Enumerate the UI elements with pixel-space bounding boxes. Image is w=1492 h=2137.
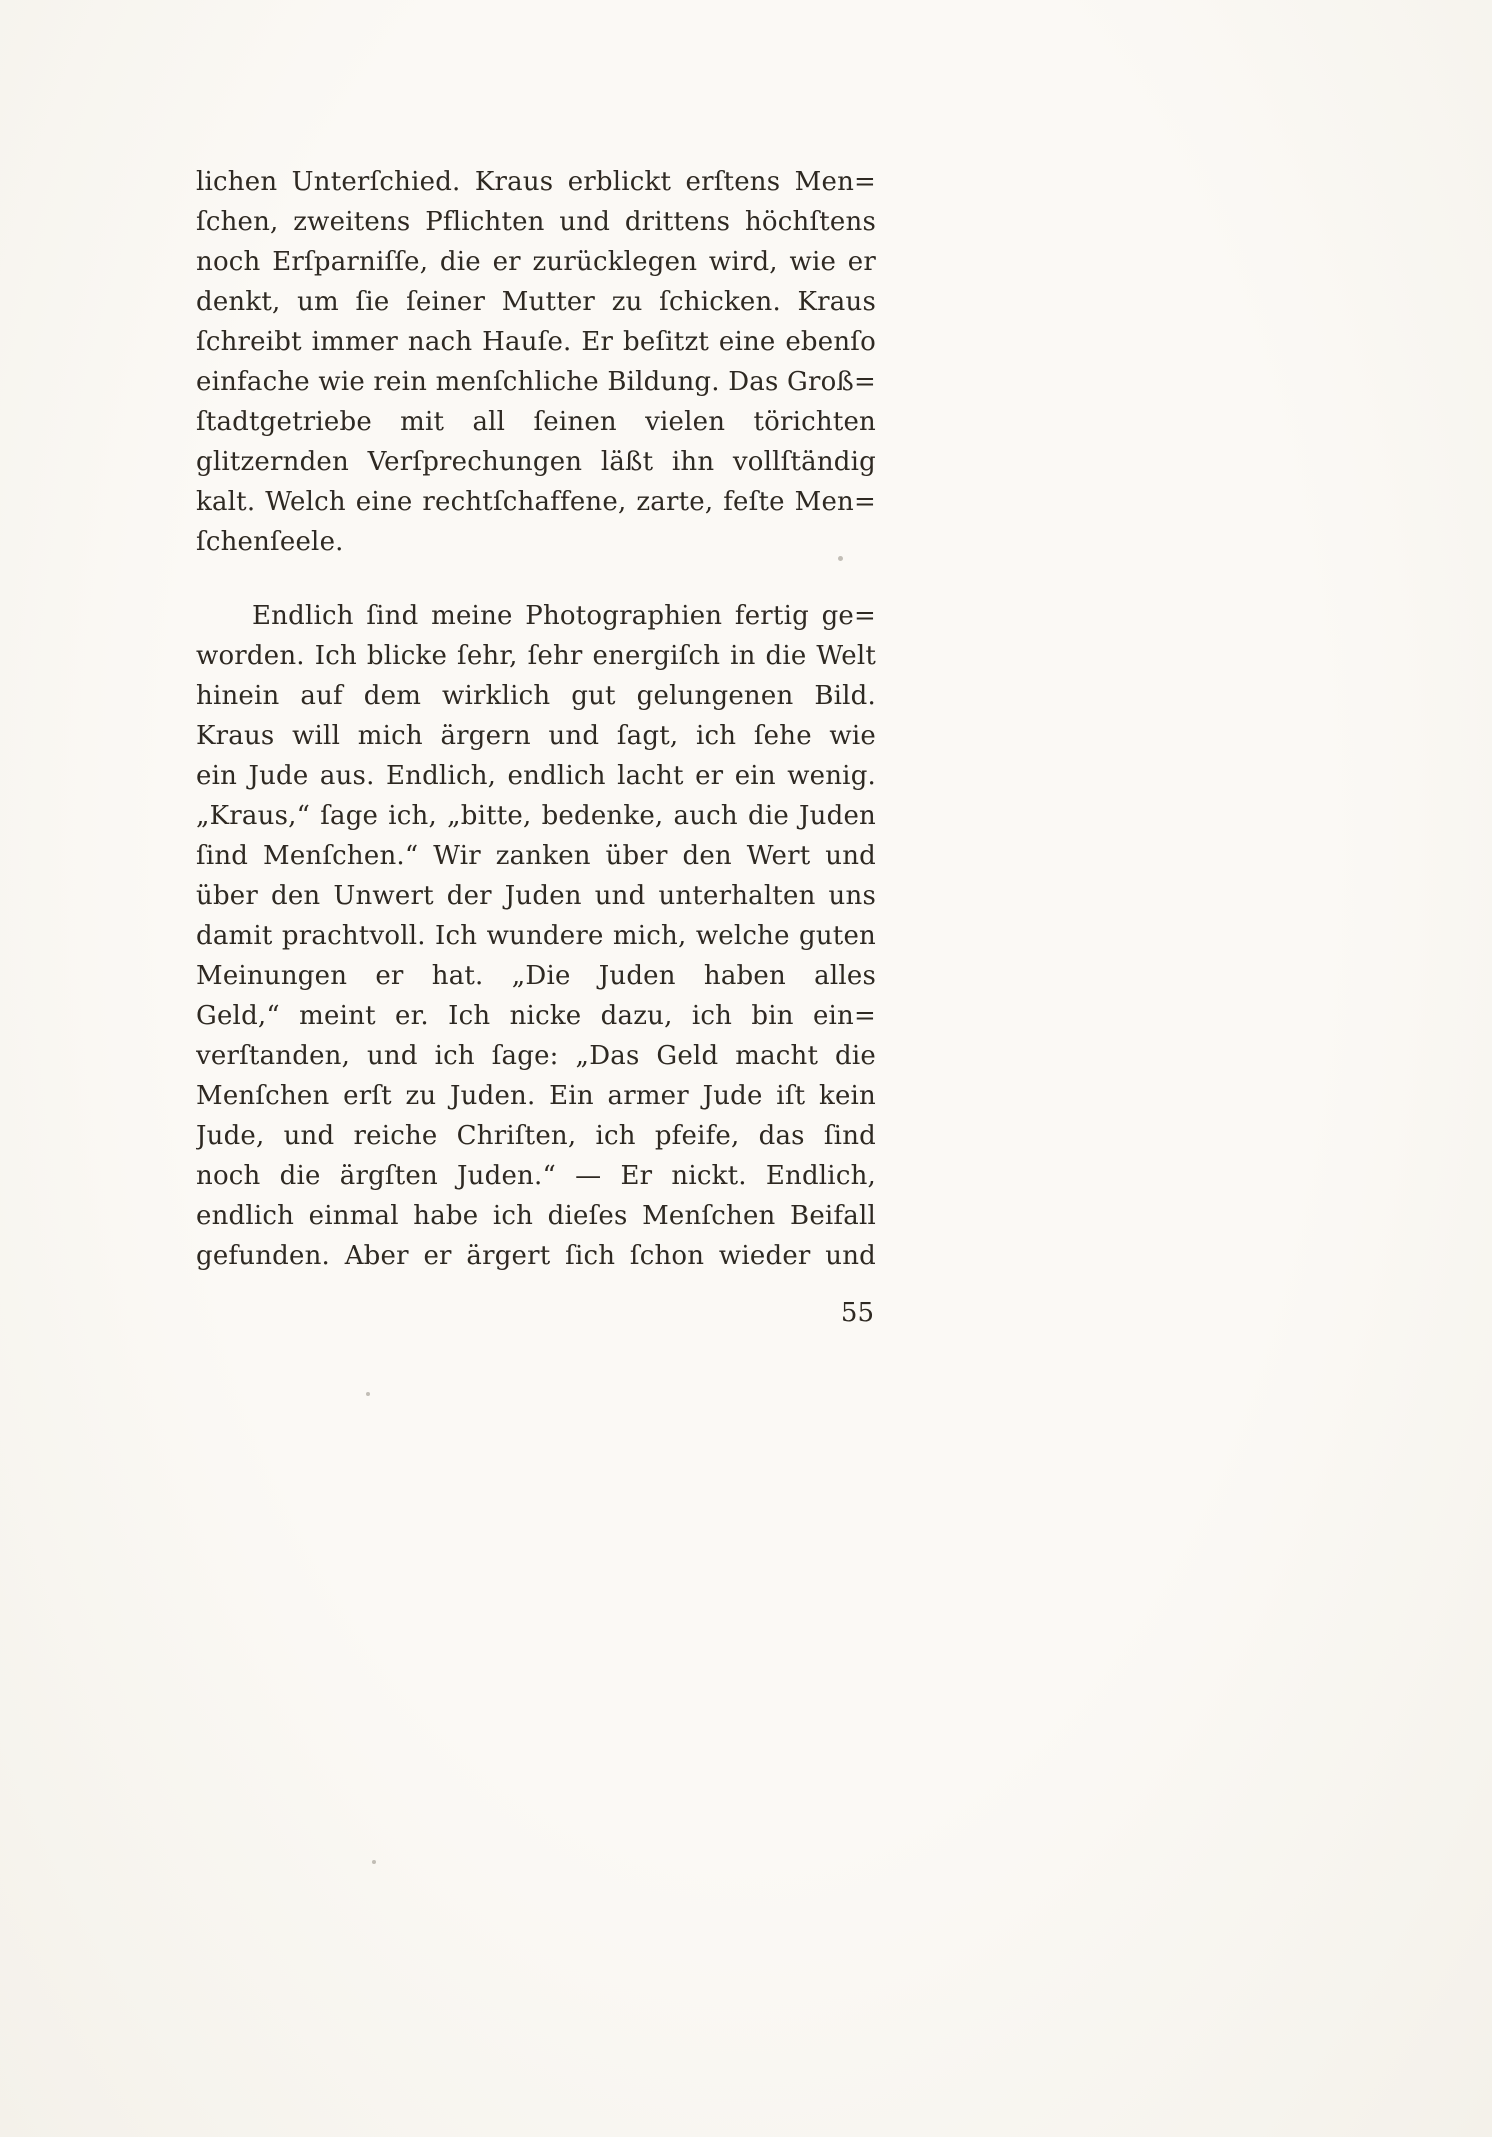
text-line: ſchreibt immer nach Hauſe. Er beſitzt eine ebenſo <box>196 327 876 357</box>
text-line: worden. Ich blicke ſehr, ſehr energiſch in die Welt <box>196 641 876 671</box>
text-line: damit prachtvoll. Ich wundere mich, welche guten <box>196 921 876 951</box>
text-line: Meinungen er hat. „Die Juden haben alles <box>196 961 876 991</box>
text-line: Jude, und reiche Chriſten, ich pfeife, das ſind <box>196 1121 876 1151</box>
scan-speck <box>838 556 843 561</box>
scan-speck <box>366 1392 370 1396</box>
text-line: hinein auf dem wirklich gut gelungenen Bild. <box>196 681 876 711</box>
text-line: ſchenſeele. <box>196 527 344 557</box>
text-line: ſind Menſchen.“ Wir zanken über den Wert und <box>196 841 876 871</box>
text-line: verſtanden, und ich ſage: „Das Geld macht die <box>196 1041 876 1071</box>
scan-speck <box>372 1860 376 1864</box>
paragraphs <box>196 162 876 1276</box>
text-line: noch Erſparniſſe, die er zurücklegen wird, wie er <box>196 247 876 277</box>
page-number: 55 <box>840 1298 874 1328</box>
paragraph <box>196 596 876 1276</box>
text-line: ſtadtgetriebe mit all ſeinen vielen törichten <box>196 407 876 437</box>
text-line: über den Unwert der Juden und unterhalten uns <box>196 881 876 911</box>
text-line: Geld,“ meint er. Ich nicke dazu, ich bin ein= <box>196 1001 876 1031</box>
text-line: endlich einmal habe ich dieſes Menſchen Beifall <box>196 1201 876 1231</box>
text-line: Menſchen erſt zu Juden. Ein armer Jude iſt kein <box>196 1081 876 1111</box>
text-line: Kraus will mich ärgern und ſagt, ich ſehe wie <box>196 721 876 751</box>
text-line: Endlich ſind meine Photographien fertig ge= <box>252 601 876 631</box>
text-block <box>196 162 876 1330</box>
text-line: ein Jude aus. Endlich, endlich lacht er ein wenig. <box>196 761 876 791</box>
text-line: glitzernden Verſprechungen läßt ihn vollſtändig <box>196 447 876 477</box>
text-line: einfache wie rein menſchliche Bildung. Das Groß= <box>196 367 876 397</box>
text-line: lichen Unterſchied. Kraus erblickt erſtens Men= <box>196 167 876 197</box>
text-line: noch die ärgſten Juden.“ — Er nickt. Endlich, <box>196 1161 876 1191</box>
text-line: „Kraus,“ ſage ich, „bitte, bedenke, auch die Juden <box>196 801 876 831</box>
paragraph <box>196 162 876 562</box>
text-line: denkt, um ſie ſeiner Mutter zu ſchicken. Kraus <box>196 287 876 317</box>
text-line: ſchen, zweitens Pflichten und drittens höchſtens <box>196 207 876 237</box>
text-line: gefunden. Aber er ärgert ſich ſchon wieder und <box>196 1241 876 1271</box>
text-line: kalt. Welch eine rechtſchaffene, zarte, feſte Men= <box>196 487 876 517</box>
